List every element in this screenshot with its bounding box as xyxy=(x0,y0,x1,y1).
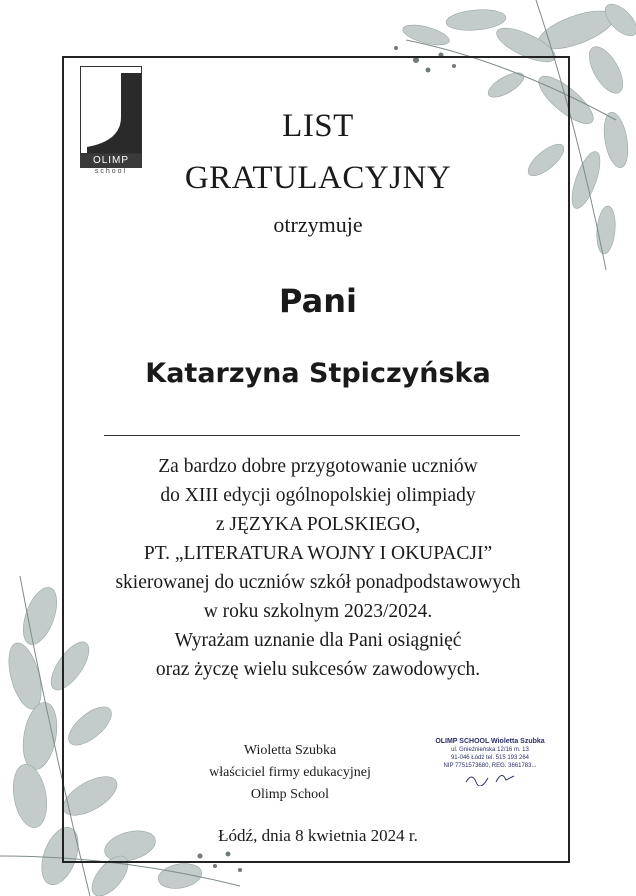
signer-role: właściciel firmy edukacyjnej xyxy=(209,765,371,780)
body-line: PT. „LITERATURA WOJNY I OKUPACJI” xyxy=(143,543,493,564)
stamp-line: ul. Gnieźnieńska 12/16 m. 13 xyxy=(451,747,529,753)
body-line: do XIII edycji ogólnopolskiej olimpiady xyxy=(160,485,476,506)
title-line-2: GRATULACYJNY xyxy=(184,160,452,196)
stamp-head: OLIMP SCHOOL Wioletta Szubka xyxy=(435,738,545,745)
body-text xyxy=(40,452,596,684)
signer-company: Olimp School xyxy=(250,787,330,802)
salutation: Pani xyxy=(279,282,357,320)
title-line-1: LIST xyxy=(282,108,354,144)
signer-block xyxy=(170,740,410,806)
logo-sub: school xyxy=(94,168,128,175)
stamp-line: NIP 7751573680, REG. 3661783... xyxy=(443,763,537,769)
body-line: skierowanej do uczniów szkół ponadpodstawowych xyxy=(115,572,521,593)
body-line: w roku szkolnym 2023/2024. xyxy=(203,601,433,622)
receives-label: otrzymuje xyxy=(273,212,363,237)
body-line: z JĘZYKA POLSKIEGO, xyxy=(215,514,421,535)
stamp-line: 91-046 Łódź tel. 515 193 264 xyxy=(450,755,530,761)
body-line: Wyrażam uznanie dla Pani osiągnięć xyxy=(174,630,462,651)
divider-rule xyxy=(104,435,520,436)
body-line: Za bardzo dobre przygotowanie uczniów xyxy=(158,456,478,477)
body-line: oraz życzę wielu sukcesów zawodowych. xyxy=(155,659,481,680)
handwritten-signature xyxy=(462,770,522,786)
signer-name: Wioletta Szubka xyxy=(243,743,337,758)
company-stamp xyxy=(414,738,566,770)
logo-name: OLIMP xyxy=(80,154,142,168)
date-line: Łódź, dnia 8 kwietnia 2024 r. xyxy=(218,826,418,845)
recipient-name: Katarzyna Stpiczyńska xyxy=(145,358,491,389)
